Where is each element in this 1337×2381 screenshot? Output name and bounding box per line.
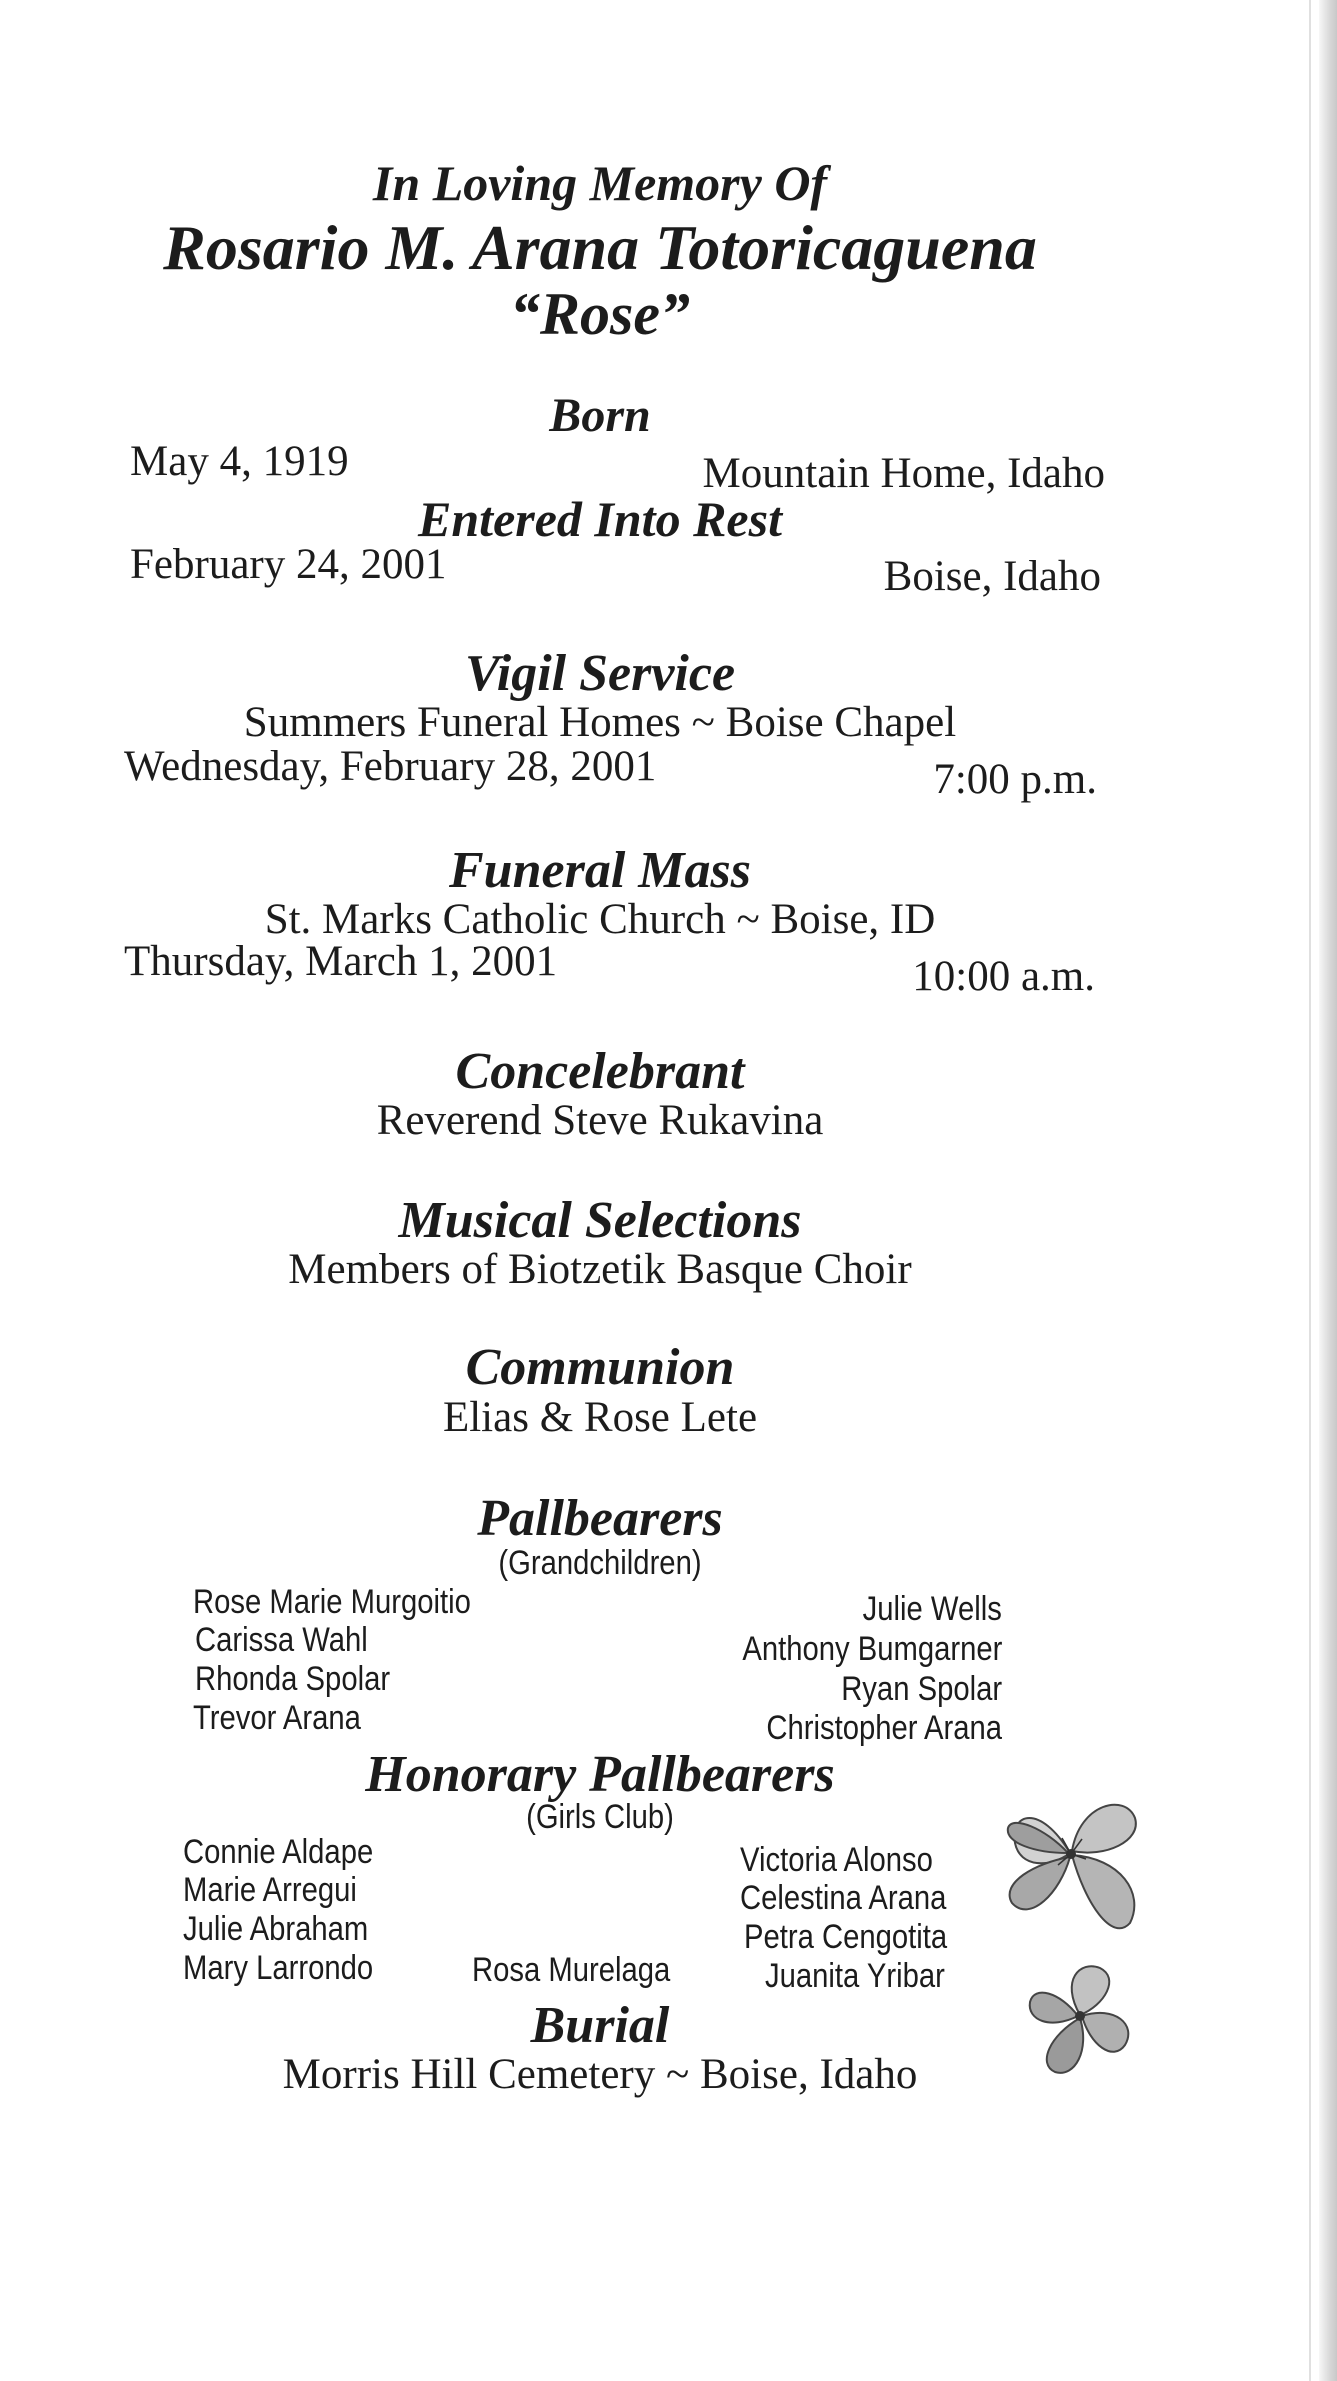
pallbearer-left-3: Rhonda Spolar <box>195 1660 391 1698</box>
flower-icon <box>1000 1783 1150 1953</box>
intro-heading: In Loving Memory Of <box>372 155 828 211</box>
burial-heading: Burial <box>530 1997 670 2054</box>
rest-date: February 24, 2001 <box>130 541 447 588</box>
born-date: May 4, 1919 <box>130 438 349 485</box>
page-edge-line <box>1309 0 1311 2381</box>
rest-place: Boise, Idaho <box>883 553 1101 600</box>
music-name: Members of Biotzetik Basque Choir <box>288 1246 912 1293</box>
mass-heading: Funeral Mass <box>449 842 751 899</box>
honorary-left-1: Connie Aldape <box>183 1833 374 1871</box>
vigil-date: Wednesday, February 28, 2001 <box>124 743 657 790</box>
mass-time: 10:00 a.m. <box>912 953 1095 1000</box>
mass-date: Thursday, March 1, 2001 <box>124 938 558 985</box>
pallbearer-right-4: Christopher Arana <box>766 1709 1002 1747</box>
pallbearers-heading: Pallbearers <box>477 1490 723 1547</box>
honorary-right-3: Petra Cengotita <box>744 1918 948 1956</box>
deceased-name: Rosario M. Arana Totoricaguena <box>163 212 1037 283</box>
honorary-right-2: Celestina Arana <box>740 1879 947 1917</box>
vigil-location: Summers Funeral Homes ~ Boise Chapel <box>243 699 957 746</box>
honorary-right-4: Juanita Yribar <box>765 1957 945 1995</box>
honorary-right-1: Victoria Alonso <box>740 1841 933 1879</box>
pallbearer-right-1: Julie Wells <box>862 1590 1002 1628</box>
concelebrant-heading: Concelebrant <box>455 1043 745 1100</box>
honorary-left-4: Mary Larrondo <box>183 1949 374 1987</box>
concelebrant-name: Reverend Steve Rukavina <box>376 1097 824 1144</box>
rest-heading: Entered Into Rest <box>418 491 782 547</box>
honorary-note: (Girls Club) <box>526 1798 674 1836</box>
communion-name: Elias & Rose Lete <box>442 1394 758 1441</box>
pallbearer-left-1: Rose Marie Murgoitio <box>193 1583 471 1621</box>
honorary-left-2: Marie Arregui <box>183 1871 357 1909</box>
nickname: “Rose” <box>510 281 690 347</box>
honorary-left-3: Julie Abraham <box>183 1910 369 1948</box>
page-edge-shadow <box>1319 0 1337 2381</box>
pallbearer-right-3: Ryan Spolar <box>841 1670 1002 1708</box>
pallbearers-note: (Grandchildren) <box>498 1544 702 1582</box>
communion-heading: Communion <box>465 1339 735 1396</box>
vigil-time: 7:00 p.m. <box>933 756 1097 803</box>
honorary-middle: Rosa Murelaga <box>472 1951 671 1989</box>
mass-location: St. Marks Catholic Church ~ Boise, ID <box>264 896 936 943</box>
born-place: Mountain Home, Idaho <box>702 450 1105 497</box>
vigil-heading: Vigil Service <box>464 645 736 702</box>
burial-place: Morris Hill Cemetery ~ Boise, Idaho <box>282 2051 918 2098</box>
flower-icon <box>1025 1960 1140 2085</box>
born-heading: Born <box>549 389 651 442</box>
pallbearer-right-2: Anthony Bumgarner <box>741 1630 1002 1668</box>
pallbearer-left-2: Carissa Wahl <box>195 1621 368 1659</box>
pallbearer-left-4: Trevor Arana <box>193 1699 361 1737</box>
music-heading: Musical Selections <box>398 1192 802 1249</box>
honorary-heading: Honorary Pallbearers <box>365 1746 835 1803</box>
